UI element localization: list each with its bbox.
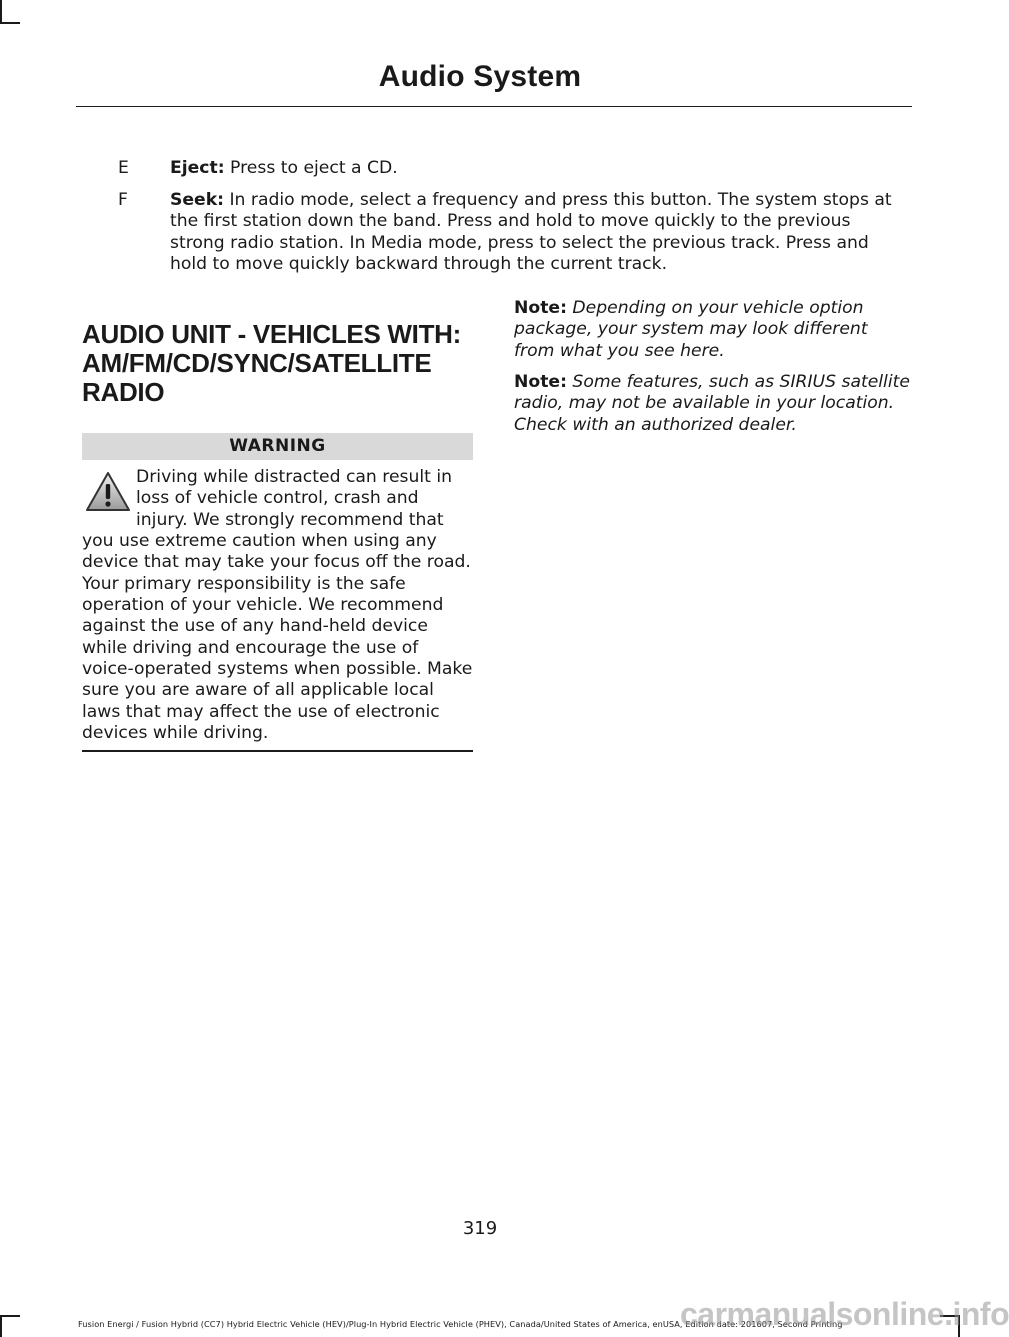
legend-text: In radio mode, select a frequency and press this button. The system stops at the first station down the band. Press and hold to move quickly to the previous strong radio station. In Media mode, press to select the previous track. Press and hold to move quickly backward through the current track. <box>170 190 892 275</box>
note-text: Some features, such as SIRIUS satellite radio, may not be available in your location. Check with an authorized dealer. <box>514 372 910 435</box>
legend-text: Press to eject a CD. <box>224 158 398 178</box>
crop-mark-top-left-h <box>0 22 20 24</box>
legend-item-e <box>118 158 908 180</box>
note-label: Note: <box>514 298 567 318</box>
crop-mark-bottom-left-v <box>0 1315 2 1337</box>
warning-text-block <box>82 467 474 744</box>
page-title: Audio System <box>378 60 582 93</box>
page-number: 319 <box>462 1218 498 1239</box>
note-2 <box>514 372 910 436</box>
legend-description <box>170 158 908 179</box>
legend-description <box>170 190 908 276</box>
section-heading <box>82 320 482 407</box>
watermark: carmanualsonline.info <box>680 1296 1009 1332</box>
warning-bottom-rule <box>82 750 473 752</box>
note-text: Depending on your vehicle option package, your system may look different from what you see here. <box>514 298 868 361</box>
warning-triangle-icon <box>84 470 132 514</box>
note-1 <box>514 298 910 362</box>
footer-text: Fusion Energi / Fusion Hybrid (CC7) Hybrid Electric Vehicle (HEV)/Plug-In Hybrid Electric Vehicle (PHEV), Canada/United States of America, enUSA, Edition date: 201607, Second Printing <box>78 1319 843 1329</box>
legend-letter: F <box>118 190 128 210</box>
warning-title: WARNING <box>82 433 473 460</box>
crop-mark-top-left-v <box>0 0 2 22</box>
section-heading-line: RADIO <box>82 377 165 407</box>
section-heading-line: AUDIO UNIT - VEHICLES WITH: <box>82 319 461 349</box>
title-rule <box>76 106 912 107</box>
section-heading-line: AM/FM/CD/SYNC/SATELLITE <box>82 348 432 378</box>
legend-letter: E <box>118 158 129 178</box>
warning-text: Driving while distracted can result in loss of vehicle control, crash and injury. We strongly recommend that you use extreme caution when using any device that may take your focus off the road. Your primary responsibility is the safe operation of your vehicle. We recommend against the use of any hand-held device while driving and encourage the use of voice-operated systems when possible. Make sure you are aware of all applicable local laws that may affect the use of electronic devices while driving. <box>82 467 473 744</box>
crop-mark-bottom-left-h <box>0 1315 20 1317</box>
legend-label: Seek: <box>170 190 224 210</box>
note-label: Note: <box>514 372 567 392</box>
legend-item-f <box>118 190 908 280</box>
legend-label: Eject: <box>170 158 225 178</box>
